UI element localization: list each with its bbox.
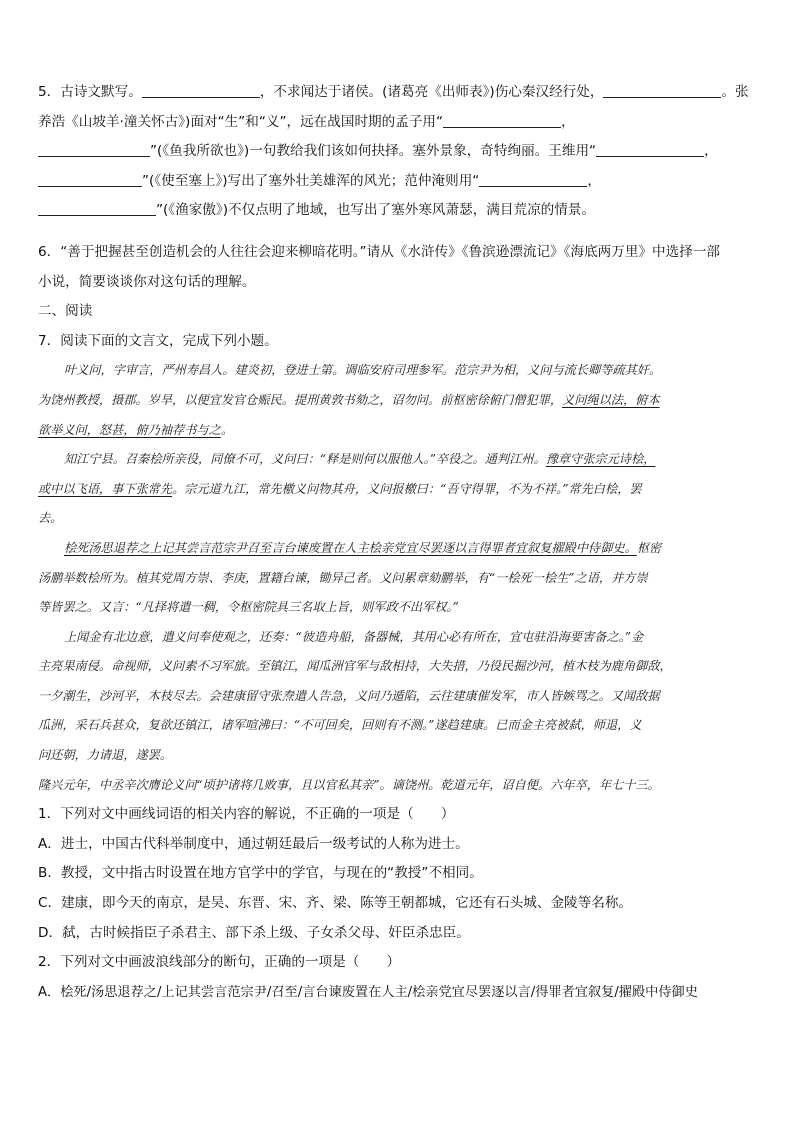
passage-line: 欲举义问，怒甚，俯乃袖荐书与之。 (38, 422, 233, 437)
q6-line-1: 6．“善于把握甚至创造机会的人往往会迎来柳暗花明。”请从《水浒传》《鲁滨逊漂流记》《海底两万里》中选择一部 (38, 243, 721, 260)
underlined-phrase: 义问绳以法，俯本 (562, 392, 660, 407)
underlined-phrase: 豫章守张宗元诗桧， (545, 452, 656, 467)
answer-blank[interactable] (38, 142, 150, 157)
passage-line: 桧死汤思退荐之上记其尝言范宗尹召至言台谏废置在人主桧亲党宜尽罢逐以言得罪者宜叙复擢殿中侍御史。枢密 (64, 540, 662, 555)
exam-page (38, 78, 760, 1007)
passage-line: 隆兴元年，中丞辛次膺论义问“顷护诸将几败事，且以官私其亲”。谪饶州。乾道元年，诏自便。六年卒，年七十三。 (38, 777, 660, 792)
passage-line: 去。 (38, 511, 63, 526)
option-a: A．进士，中国古代科举制度中，通过朝廷最后一级考试的人称为进士。 (38, 835, 469, 852)
q7-intro: 7．阅读下面的文言文，完成下列小题。 (38, 332, 278, 349)
option-c: C．建康，即今天的南京，是吴、东晋、宋、齐、梁、陈等王朝都城，它还有石头城、金陵等名称。 (38, 895, 633, 912)
answer-blank[interactable] (603, 83, 721, 98)
option-d: D．弑，古时候指臣子杀君主、部下杀上级、子女杀父母、奸臣杀忠臣。 (38, 924, 470, 941)
q5-line-3: ”(《鱼我所欲也》)一句教给我们该如何抉择。塞外景象，奇特绚丽。王维用“ ， (38, 137, 760, 167)
passage-line: 为饶州教授，摄郡。岁旱，以便宜发官仓赈民。提刑黄敦书劾之，诏勿问。前枢密徐俯门僧犯罪，义问绳以法，俯本 (38, 392, 660, 407)
passage-line: 瓜洲，采石兵甚众，复欲还镇江，诸军喧沸曰：“不可回矣，回则有不测。”遂趋建康。已而金主亮被弑，师退，义 (38, 718, 642, 733)
wavy-underlined-passage: 桧死汤思退荐之上记其尝言范宗尹召至言台谏废置在人主桧亲党宜尽罢逐以言得罪者宜叙复擢殿中侍御史。 (64, 540, 637, 555)
passage-line: 上闻金有北边意，遣义问奉使观之，还奏：“彼造舟船，备器械，其用心必有所在，宜屯驻沿海要害备之。”金 (64, 629, 644, 644)
q5-line-5: ”(《渔家傲》)不仅点明了地域，也写出了塞外寒风萧瑟，满目荒凉的情景。 (38, 196, 760, 226)
passage-line: 一夕潮生，沙河平，木枝尽去。会建康留守张焘遣人告急，义问乃遁陷，云往建康催发军，市人皆嫉骂之。又闻敌据 (38, 688, 660, 703)
passage-line: 等皆罢之。又言：“凡择将遣一稠，令枢密院具三名取上旨，则军政不出军权。” (38, 600, 459, 615)
passage-line: 主亮果南侵。命视师，义问素不习军旅。至镇江，闻瓜洲官军与敌相持，大失措，乃役民掘沙河，植木枝为鹿角御敌， (38, 659, 672, 674)
answer-blank[interactable] (479, 172, 587, 187)
passage-line: 叶义问，字审言，严州寿昌人。建炎初，登进士第。调临安府司理参军。范宗尹为相，义问与流长卿等疏其奸。 (64, 363, 662, 378)
sub-question-1: 1．下列对文中画线词语的相关内容的解说，不正确的一项是（ ） (38, 806, 455, 823)
spacer (38, 226, 760, 238)
q5-label: 5．古诗文默写。 (38, 84, 142, 100)
answer-blank[interactable] (38, 201, 156, 216)
q5-line-1: 5．古诗文默写。 ，不求闻达于诸侯。(诸葛亮《出师表》)伤心秦汉经行处， 。张 (38, 84, 749, 100)
answer-blank[interactable] (443, 113, 561, 128)
passage-line: 或中以飞语，事下张常先。宗元道九江，常先檄义问物其舟，义问报檄曰：“吾守得罪，不为不祥。”常先白桧，罢 (38, 481, 642, 496)
underlined-phrase: 欲举义问，怒甚，俯乃袖荐书与之 (38, 422, 221, 437)
answer-blank[interactable] (142, 83, 260, 98)
option-b: B．教授，文中指古时设置在地方官学中的学官，与现在的“教授”不相同。 (38, 865, 483, 882)
passage-line: 汤鹏举数桧所为。植其党周方崇、李庚，置籍台谏，锄异己者。义问累章劾鹏举，有“一桧死一桧生”之语，并方崇 (38, 570, 648, 585)
answer-blank[interactable] (38, 172, 142, 187)
q5-line-2: 养浩《山坡羊·潼关怀古》)面对“生”和“义”，远在战国时期的孟子用“ ， (38, 113, 575, 130)
answer-blank[interactable] (596, 142, 704, 157)
passage-line: 问还朝，力请退，遂罢。 (38, 748, 173, 763)
underlined-phrase: 或中以飞语，事下张常先 (38, 481, 173, 496)
sub-question-2: 2．下列对文中画波浪线部分的断句，正确的一项是（ ） (38, 954, 401, 971)
passage-line: 知江宁县。召秦桧所亲役，同僚不可，义问曰：“释是则何以服他人。”卒役之。通判江州。豫章守张宗元诗桧， (64, 452, 656, 467)
q5-line-4: ”(《使至塞上》)写出了塞外壮美雄浑的风光；范仲淹则用“ ， (38, 167, 760, 197)
q6-line-2: 小说，简要谈谈你对这句话的理解。 (38, 273, 256, 290)
option-a: A．桧死/汤思退荐之/上记其尝言范宗尹/召至/言台谏废置在人主/桧亲党宜尽罢逐以言/得罪者宜叙复/擢殿中侍御史 (38, 984, 698, 1000)
section-heading: 二、阅读 (38, 303, 93, 320)
